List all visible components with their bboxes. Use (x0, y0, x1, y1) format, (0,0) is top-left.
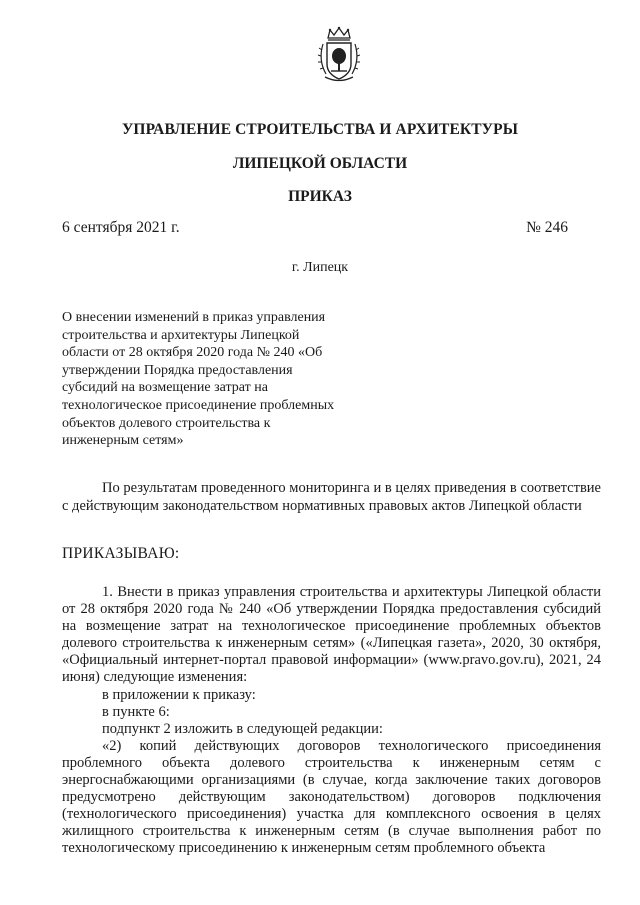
org-title-line1: УПРАВЛЕНИЕ СТРОИТЕЛЬСТВА И АРХИТЕКТУРЫ (121, 121, 519, 138)
document-number: № 246 (526, 219, 568, 236)
body-paragraph: «2) копий действующих договоров технологического присоединения проблемного объекта долевого строительства к инженерным сетям с энергоснабжающими организациями (в случае, когда заключение таких договоров предусмотрено действующим законодательством) договоров подключения (технологического присоединения) участка для комплексного освоения в целях жилищного строительства к инженерным сетям (в случае выполнения работ по технологическому присоединению к инженерным сетям проблемного объекта (62, 737, 601, 857)
document-type-heading: ПРИКАЗ (288, 188, 352, 205)
body-paragraph: подпункт 2 изложить в следующей редакции: (102, 720, 383, 737)
coat-of-arms-icon (316, 26, 362, 84)
body-paragraph: 1. Внести в приказ управления строительства и архитектуры Липецкой области от 28 октября 2020 года № 240 «Об утверждении Порядка предоставления субсидий на возмещение затрат на технологическое присоединение проблемных объектов долевого строительства к инженерным сетям» («Липецкая газета», 2020, 30 октября, «Официальный интернет-портал правовой информации» (www.pravo.gov.ru), 2021, 24 июня) следующие изменения: (62, 584, 601, 686)
document-date: 6 сентября 2021 г. (62, 219, 180, 236)
preamble-paragraph: По результатам проведенного мониторинга и в целях приведения в соответствие с действующим законодательством нормативных правовых актов Липецкой области (62, 480, 601, 514)
document-subject: О внесении изменений в приказ управления строительства и архитектуры Липецкой области от 28 октября 2020 года № 240 «Об утверждении Порядка предоставления субсидий на возмещение затрат на технологическое присоединение проблемных объектов долевого строительства к инженерным сетям» (62, 310, 335, 449)
document-city: г. Липецк (291, 260, 349, 275)
body-paragraph: в приложении к приказу: (102, 686, 256, 703)
org-title-line2: ЛИПЕЦКОЙ ОБЛАСТИ (232, 155, 408, 172)
document-body (62, 584, 601, 858)
body-paragraph: в пункте 6: (102, 703, 170, 720)
order-keyword: ПРИКАЗЫВАЮ: (62, 545, 180, 562)
